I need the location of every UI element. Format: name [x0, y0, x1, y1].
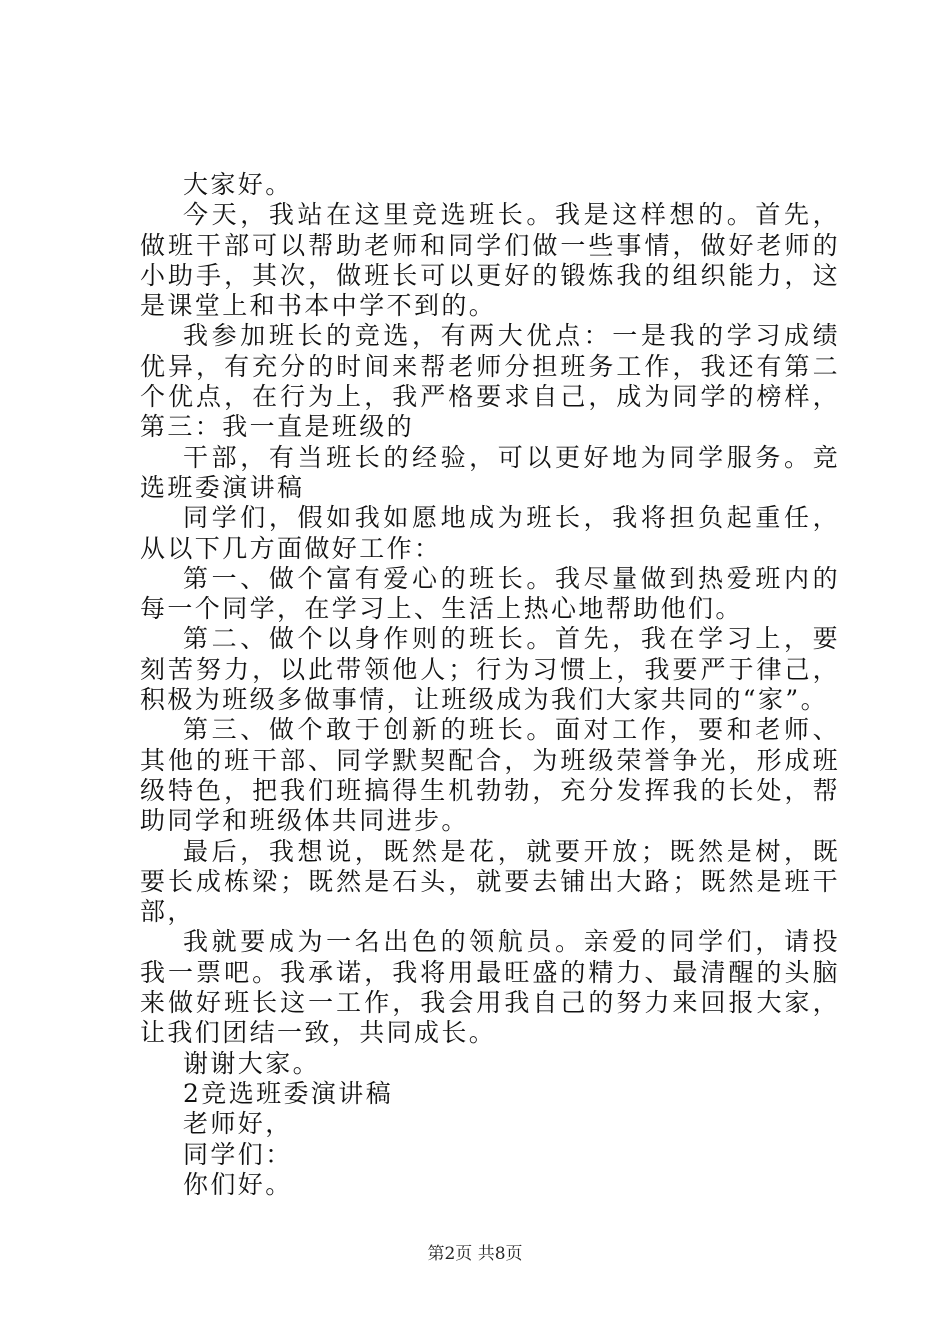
page-number-footer: 第2页 共8页: [427, 1244, 523, 1264]
paragraph-finally: 最后，我想说，既然是花，就要开放；既然是树，既要长成栋梁；既然是石头，就要去铺出大路；既然是班干部，: [140, 836, 840, 927]
document-body: [140, 170, 840, 1200]
paragraph-third: 第三、做个敢于创新的班长。面对工作，要和老师、其他的班干部、同学默契配合，为班级荣誉争光，形成班级特色，把我们班搞得生机勃勃，充分发挥我的长处，帮助同学和班级体共同进步。: [140, 715, 840, 836]
paragraph-second: 第二、做个以身作则的班长。首先，我在学习上，要刻苦努力，以此带领他人；行为习惯上，我要严于律己，积极为班级多做事情，让班级成为我们大家共同的“家”。: [140, 624, 840, 715]
paragraph-students-greeting: 同学们：: [183, 1139, 293, 1169]
paragraph-strengths: 我参加班长的竞选，有两大优点：一是我的学习成绩优异，有充分的时间来帮老师分担班务工作，我还有第二个优点，在行为上，我严格要求自己，成为同学的榜样，第三：我一直是班级的: [140, 321, 840, 442]
paragraph-hello: 你们好。: [183, 1169, 293, 1199]
paragraph-experience: 干部，有当班长的经验，可以更好地为同学服务。竞选班委演讲稿: [140, 442, 840, 502]
paragraph-intro: 今天，我站在这里竞选班长。我是这样想的。首先，做班干部可以帮助老师和同学们做一些事情，做好老师的小助手，其次，做班长可以更好的锻炼我的组织能力，这是课堂上和书本中学不到的。: [140, 200, 840, 321]
paragraph-promise: 我就要成为一名出色的领航员。亲爱的同学们，请投我一票吧。我承诺，我将用最旺盛的精力、最清醒的头脑来做好班长这一工作，我会用我自己的努力来回报大家，让我们团结一致，共同成长。: [140, 927, 840, 1048]
paragraph-plan: 同学们，假如我如愿地成为班长，我将担负起重任，从以下几方面做好工作：: [140, 503, 840, 563]
section-heading: 2竞选班委演讲稿: [183, 1078, 394, 1108]
paragraph-thanks: 谢谢大家。: [183, 1048, 321, 1078]
paragraph-first: 第一、做个富有爱心的班长。我尽量做到热爱班内的每一个同学，在学习上、生活上热心地帮助他们。: [140, 563, 840, 624]
paragraph-greeting: 大家好。: [183, 170, 293, 199]
paragraph-teacher-greeting: 老师好，: [183, 1109, 293, 1139]
